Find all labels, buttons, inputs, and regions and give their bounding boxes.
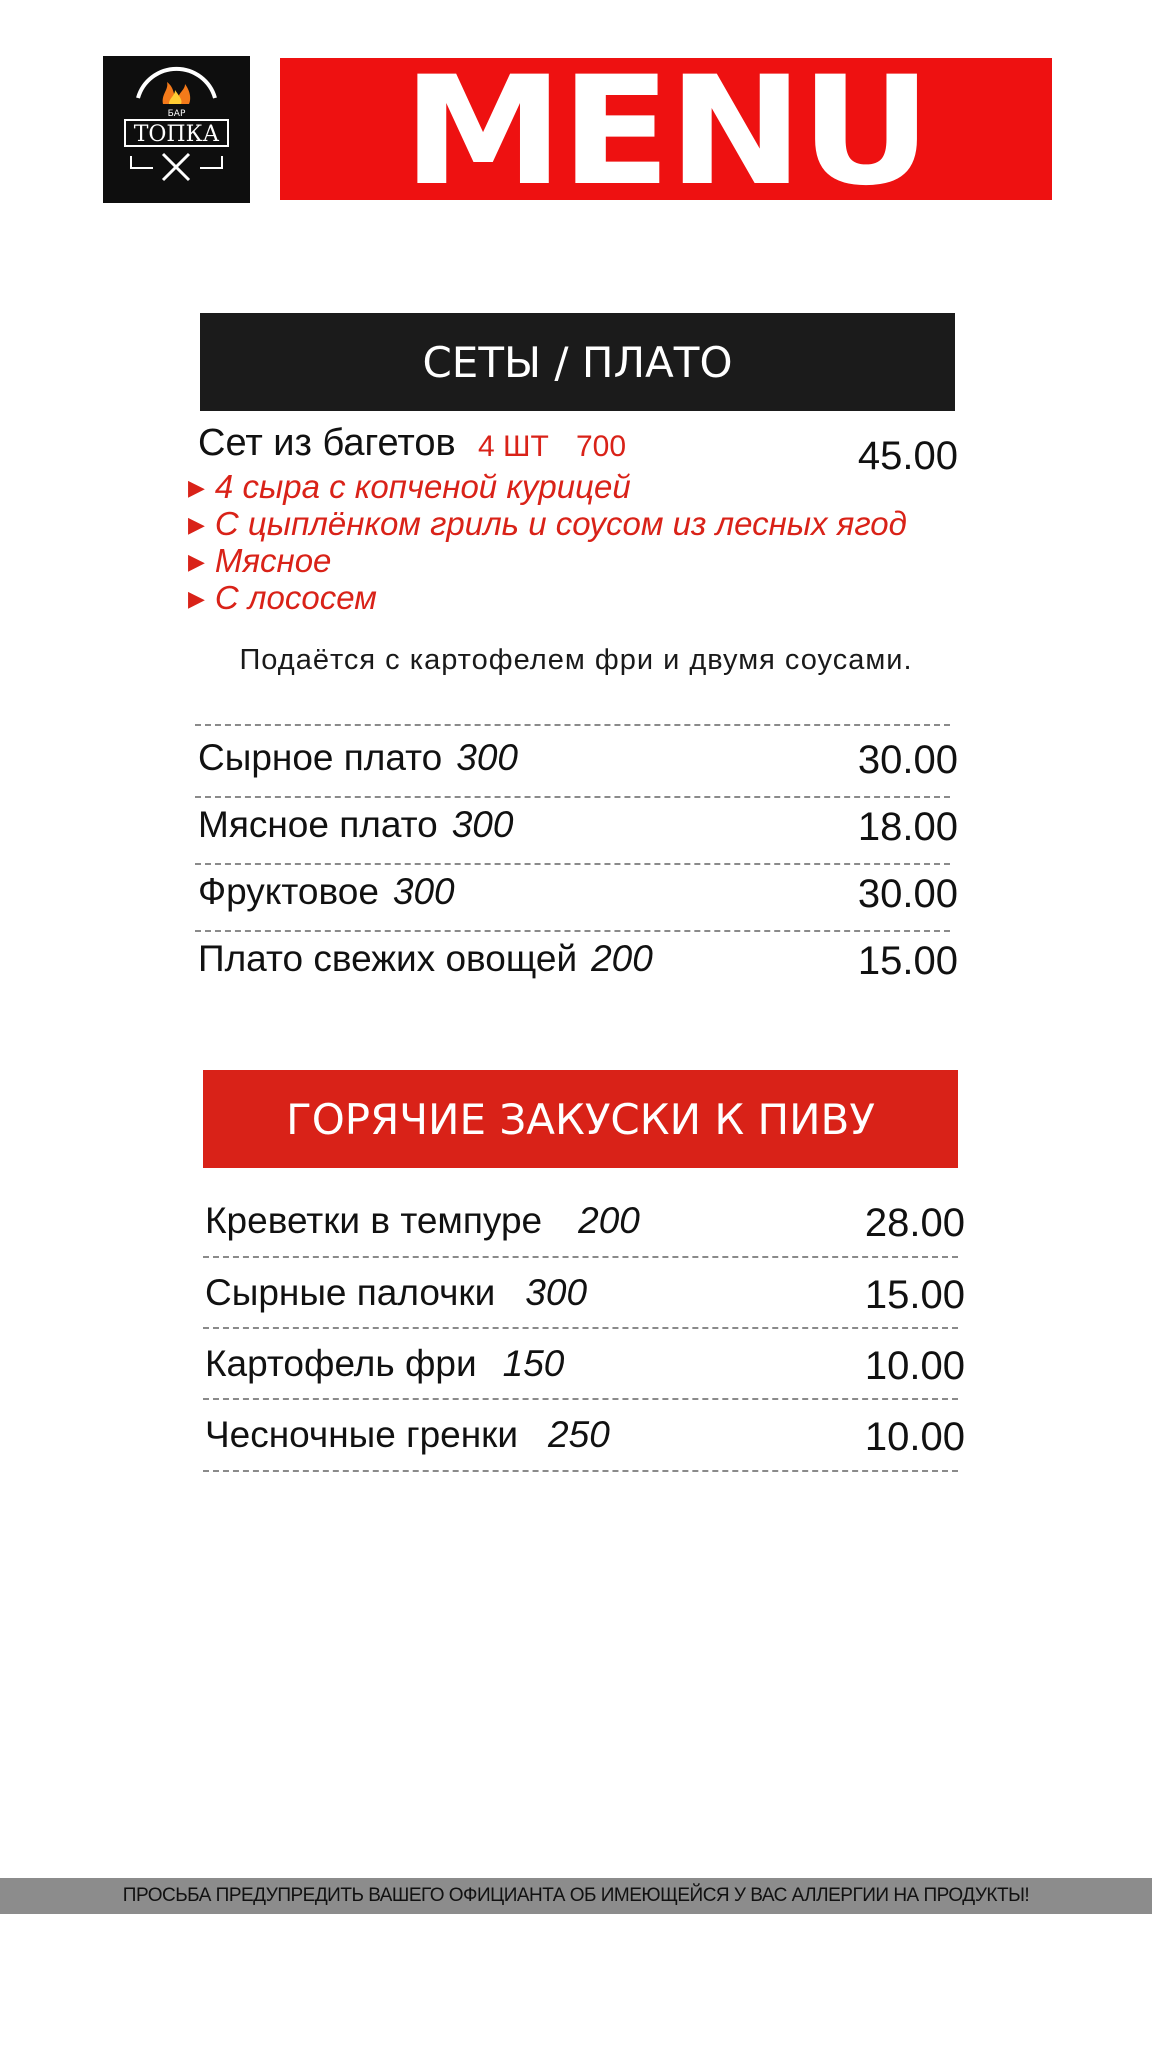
set-variant-label: С цыплёнком гриль и соусом из лесных ягод [214,505,907,542]
set-variant [188,505,907,543]
triangle-bullet-icon: ▶ [188,475,205,500]
menu-item-name [198,737,518,779]
menu-item-price: 28.00 [864,1201,965,1245]
logo-small-text: БАР [167,109,186,119]
menu-item-price: 15.00 [864,1273,965,1317]
menu-item-name [205,1414,610,1456]
menu-item-price: 30.00 [857,872,958,916]
bar-logo-graphic [103,56,250,203]
menu-item-title: Картофель фри [205,1343,477,1384]
baguette-set-name: Сет из багетов [198,422,456,464]
menu-item [205,1404,965,1470]
menu-item-weight: 250 [548,1414,610,1455]
baguette-set-quantity: 4 ШТ [478,430,549,463]
menu-title: MENU [402,45,930,219]
menu-item-weight: 150 [502,1343,565,1384]
set-variant [188,468,631,506]
menu-item-title: Креветки в темпуре [205,1200,543,1241]
section-snacks-title: ГОРЯЧИЕ ЗАКУСКИ К ПИВУ [286,1094,875,1144]
set-variant [188,542,331,580]
menu-item-name [198,938,653,980]
triangle-bullet-icon: ▶ [188,512,205,537]
menu-item [205,1333,965,1399]
divider [203,1327,958,1329]
menu-item-weight: 300 [525,1272,588,1313]
menu-item-name [198,804,513,846]
menu-item-name [205,1343,564,1385]
menu-item-weight: 200 [578,1200,640,1241]
menu-item-weight: 200 [591,938,653,979]
logo-text: ТОПКА [133,122,220,147]
menu-item-title: Фруктовое [198,871,379,912]
triangle-bullet-icon: ▶ [188,586,205,611]
section-sets-title: СЕТЫ / ПЛАТО [422,337,733,387]
menu-item-price: 18.00 [857,805,958,849]
baguette-set-weight: 700 [576,430,627,463]
divider [203,1256,958,1258]
triangle-bullet-icon: ▶ [188,549,205,574]
menu-item [198,794,958,860]
menu-banner [280,45,1052,219]
menu-item [198,861,958,927]
allergy-notice-text: ПРОСЬБА ПРЕДУПРЕДИТЬ ВАШЕГО ОФИЦИАНТА ОБ ИМЕЮЩЕЙСЯ У ВАС АЛЛЕРГИИ НА ПРОДУКТЫ! [122,1885,1030,1906]
menu-item-price: 10.00 [864,1415,965,1459]
menu-item [205,1262,965,1328]
menu-item-price: 30.00 [857,738,958,782]
divider [203,1470,958,1472]
menu-item-title: Мясное плато [198,804,438,845]
divider [195,724,950,726]
menu-item-title: Чесночные гренки [205,1414,519,1455]
baguette-set-row [198,422,958,478]
menu-item-title: Сырное плато [198,737,443,778]
menu-item [205,1190,965,1256]
menu-item [198,928,958,994]
set-variant-label: Мясное [214,542,332,579]
menu-item-name [205,1200,640,1242]
menu-item-weight: 300 [451,804,514,845]
section-sets-header [200,313,955,411]
menu-item-name [198,871,455,913]
menu-item-title: Плато свежих овощей [198,938,578,979]
menu-item-weight: 300 [392,871,455,912]
allergy-notice-bar [0,1878,1152,1914]
set-variant [188,579,377,617]
menu-item-price: 15.00 [857,939,958,983]
menu-item-price: 10.00 [864,1344,965,1388]
divider [203,1398,958,1400]
menu-item [198,727,958,793]
served-note: Подаётся с картофелем фри и двумя соусами. [239,644,913,676]
bar-logo [103,56,250,203]
section-snacks-header [203,1070,958,1168]
menu-item-weight: 300 [456,737,518,778]
set-variant-label: 4 сыра с копченой курицей [214,468,631,505]
menu-item-name [205,1272,587,1314]
menu-item-title: Сырные палочки [205,1272,496,1313]
set-variant-label: С лососем [214,579,377,616]
baguette-set-price: 45.00 [857,434,958,478]
